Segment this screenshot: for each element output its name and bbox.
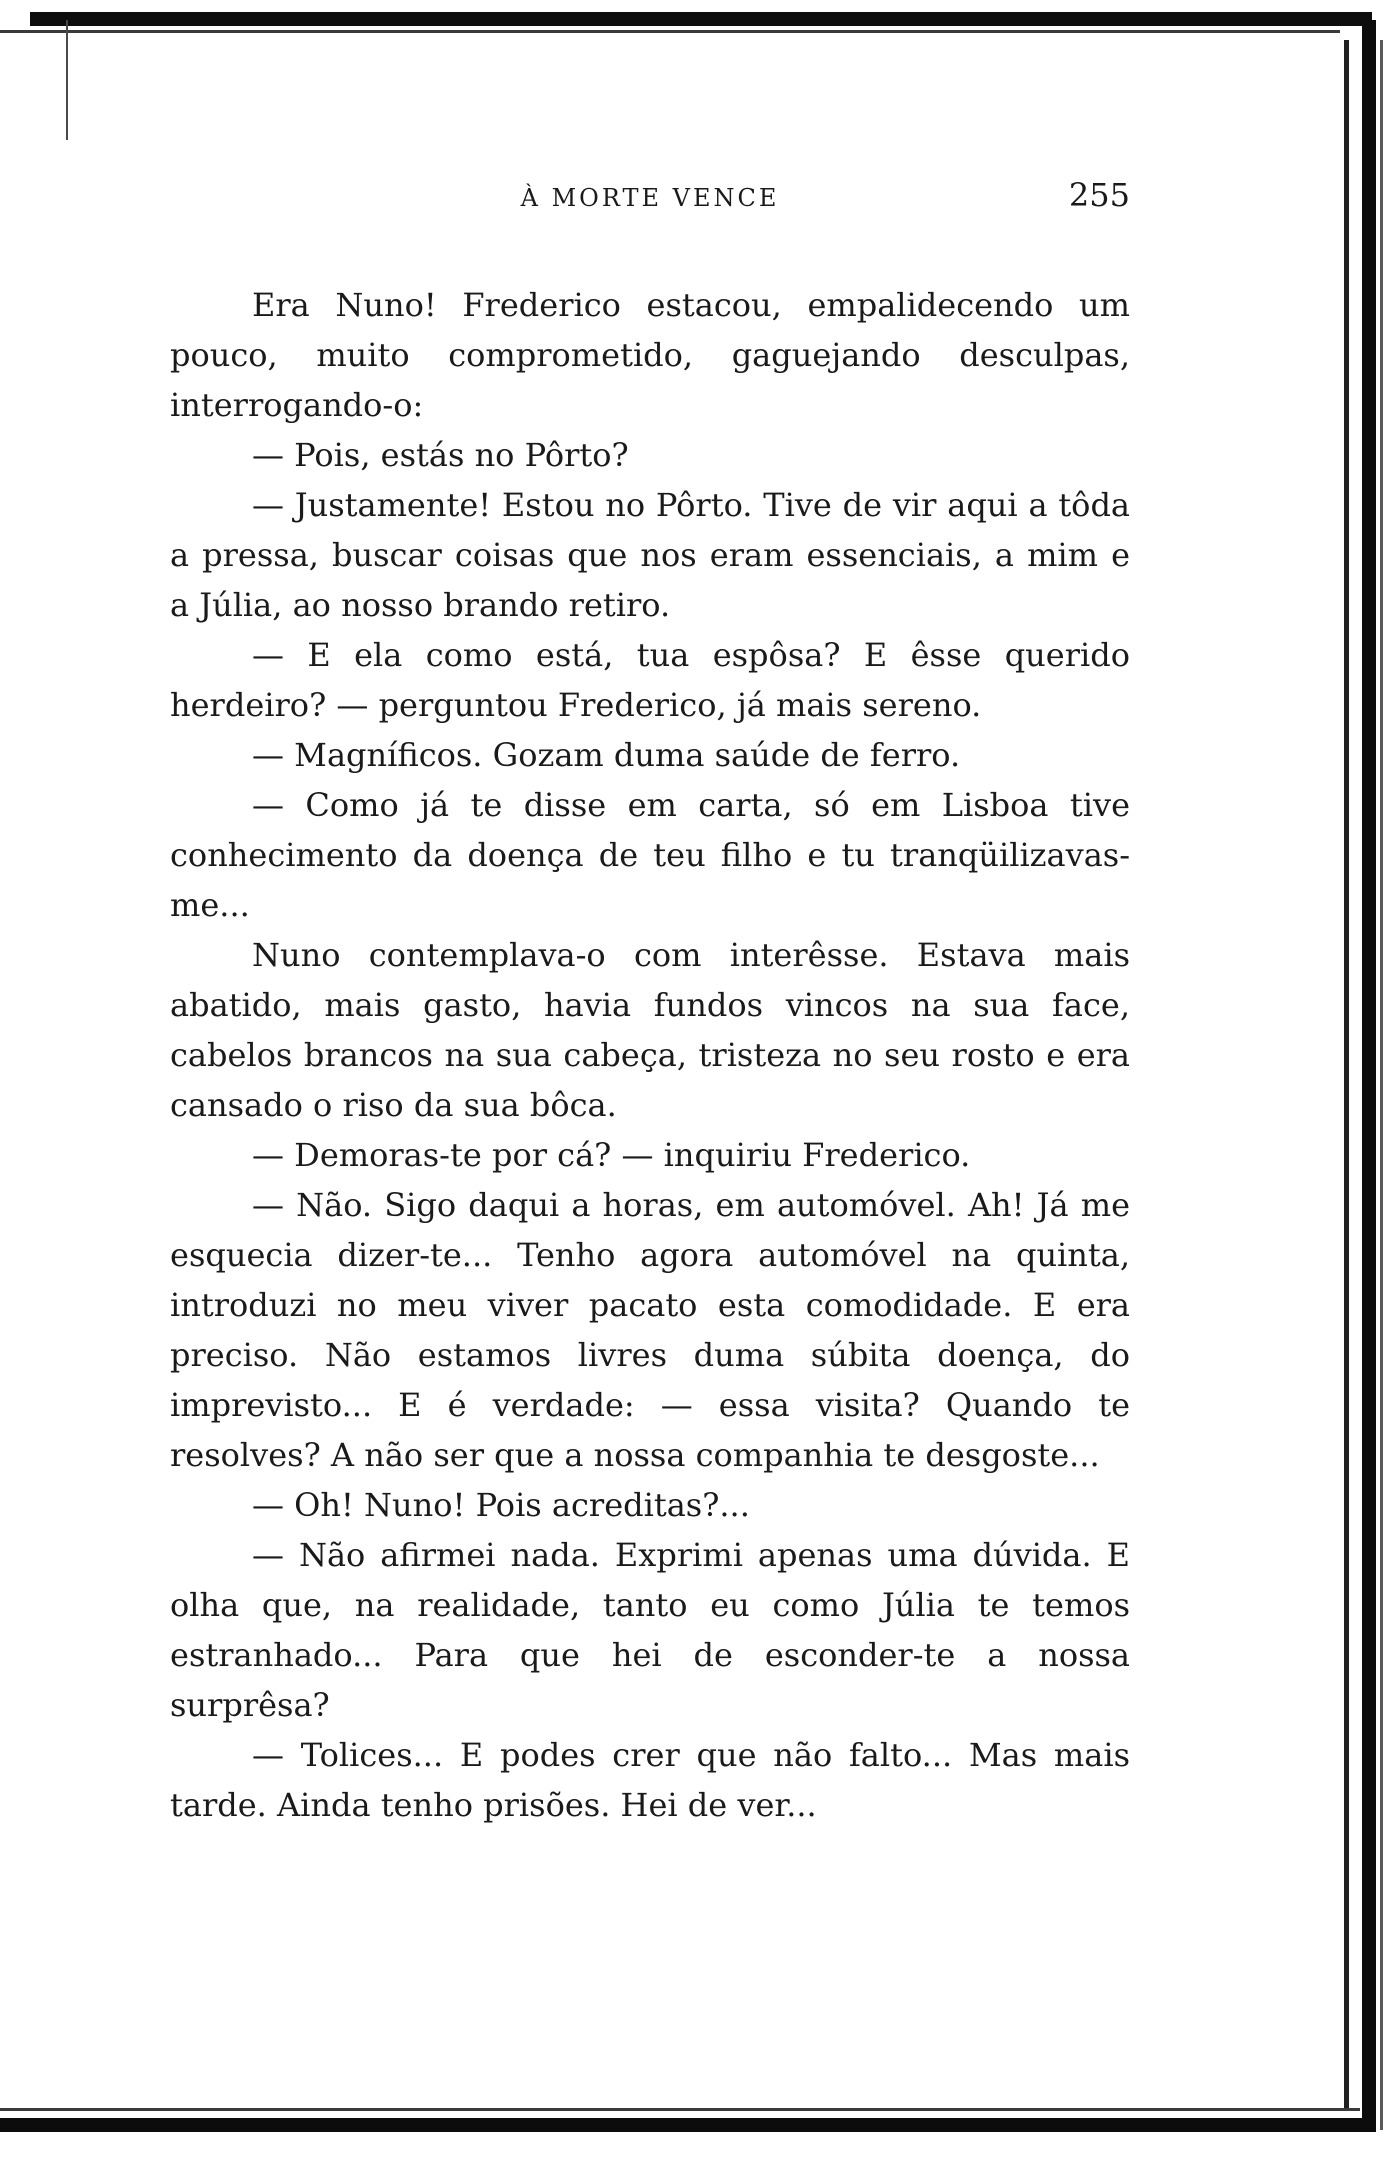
scan-border-right xyxy=(1362,20,1376,2130)
scan-border-right-inner xyxy=(1344,40,1349,2110)
paragraph: — Magníficos. Gozam duma saúde de ferro. xyxy=(252,736,961,774)
paragraph: — E ela como está, tua espôsa? E êsse querido herdeiro? — perguntou Frederico, já mais sereno. xyxy=(170,636,1130,724)
scan-border-top-thin xyxy=(0,30,1340,33)
paragraph: — Pois, estás no Pôrto? xyxy=(252,436,629,474)
paragraph: — Não afirmei nada. Exprimi apenas uma dúvida. E olha que, na realidade, tanto eu como Júlia te temos estranhado... Para que hei de esconder-te a nossa surprêsa? xyxy=(170,1536,1130,1724)
paragraph: Nuno contemplava-o com interêsse. Estava mais abatido, mais gasto, havia fundos vincos na sua face, cabelos brancos na sua cabeça, tristeza no seu rosto e era cansado o riso da sua bôca. xyxy=(170,936,1130,1124)
scan-border-bottom-thin xyxy=(0,2108,1360,2111)
paragraph: — Como já te disse em carta, só em Lisboa tive conhecimento da doença de teu filho e tu tranqüilizavas-me... xyxy=(170,786,1130,924)
scan-border-right-outer xyxy=(1380,40,1383,2130)
scan-border-top xyxy=(30,12,1372,26)
paragraph: — Justamente! Estou no Pôrto. Tive de vir aqui a tôda a pressa, buscar coisas que nos eram essenciais, a mim e a Júlia, ao nosso brando retiro. xyxy=(170,486,1130,624)
running-header xyxy=(170,176,1130,216)
scan-left-mark xyxy=(66,20,68,140)
body-text xyxy=(170,280,1130,1830)
paragraph: — Oh! Nuno! Pois acreditas?... xyxy=(252,1486,750,1524)
paragraph: Era Nuno! Frederico estacou, empalidecendo um pouco, muito comprometido, gaguejando desculpas, interrogando-o: xyxy=(170,286,1130,424)
page-number: 255 xyxy=(1068,176,1130,214)
scan-border-bottom xyxy=(0,2118,1376,2132)
paragraph: — Não. Sigo daqui a horas, em automóvel. Ah! Já me esquecia dizer-te... Tenho agora automóvel na quinta, introduzi no meu viver pacato esta comodidade. E era preciso. Não estamos livres duma súbita doença, do imprevisto... E é verdade: — essa visita? Quando te resolves? A não ser que a nossa companhia te desgoste... xyxy=(170,1186,1130,1474)
paragraph: — Demoras-te por cá? — inquiriu Frederico. xyxy=(252,1136,971,1174)
running-title: À MORTE VENCE xyxy=(520,184,780,212)
paragraph: — Tolices... E podes crer que não falto... Mas mais tarde. Ainda tenho prisões. Hei de ver... xyxy=(170,1736,1130,1824)
